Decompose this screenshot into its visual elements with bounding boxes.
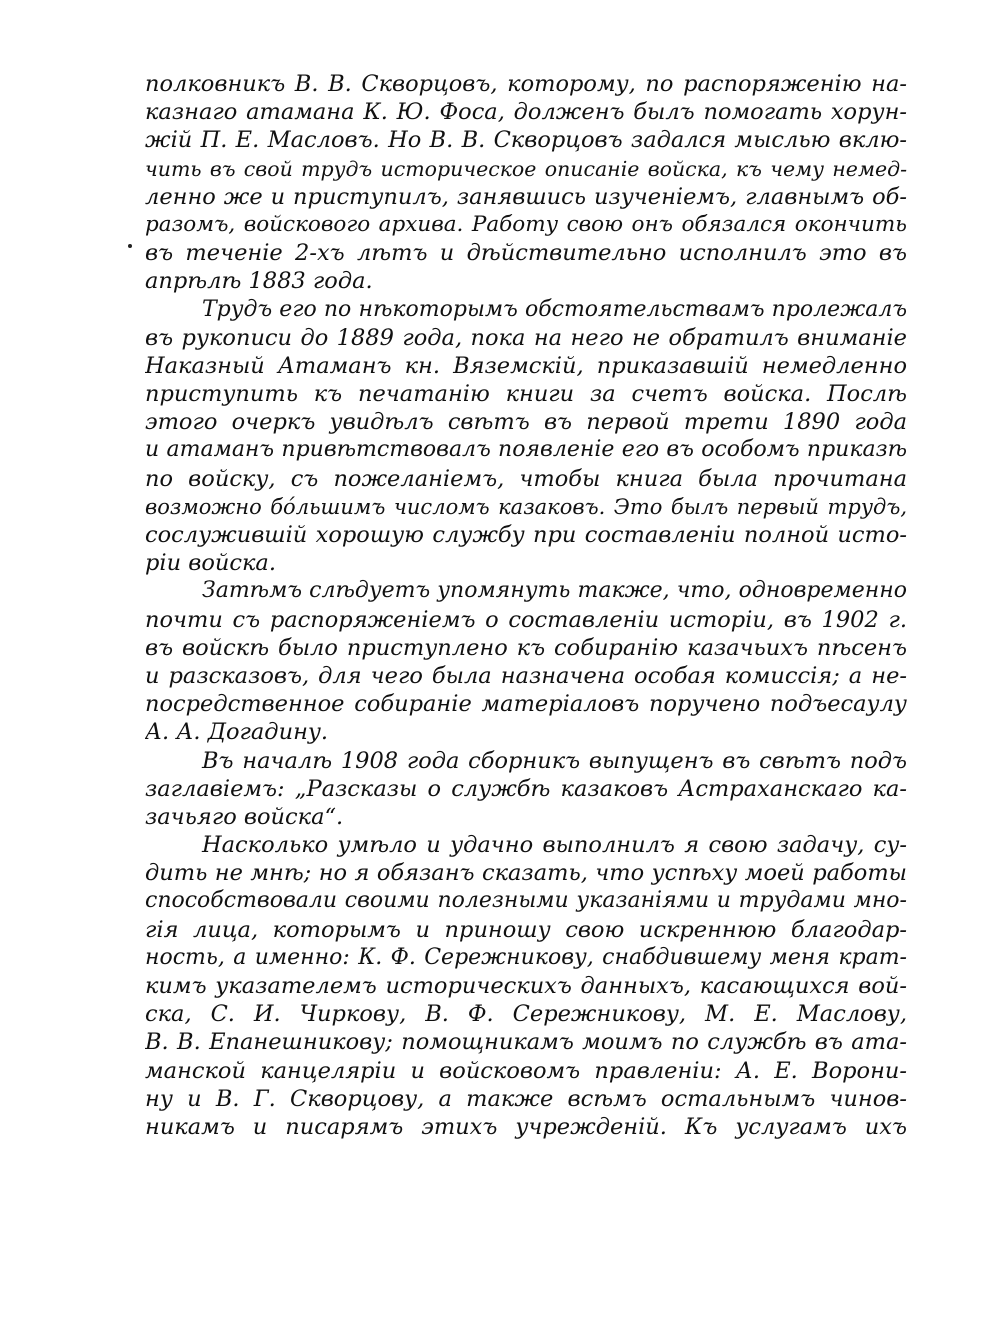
text-line: заглавіемъ: „Разсказы о службѣ казаковъ Астраханскаго ка- bbox=[145, 775, 907, 802]
text-line: ность, а именно: К. Ф. Сережникову, снабдившему меня крат- bbox=[145, 944, 907, 970]
text-line: ска, С. И. Чиркову, В. Ф. Сережникову, М. Е. Маслову, bbox=[145, 1001, 907, 1028]
text-line: никамъ и писарямъ этихъ учрежденій. Къ услугамъ ихъ bbox=[145, 1113, 907, 1140]
text-line: въ войскѣ было приступлено къ собиранію казачьихъ пѣсенъ bbox=[145, 634, 907, 661]
text-line: ріи войска. bbox=[145, 550, 276, 577]
text-line: Наказный Атаманъ кн. Вяземскій, приказавшій немедленно bbox=[145, 352, 907, 379]
text-line: этого очеркъ увидѣлъ свѣтъ въ первой трети 1890 года bbox=[145, 409, 907, 436]
text-line: способствовали своими полезными указаніями и трудами мно- bbox=[145, 888, 907, 914]
body-text bbox=[145, 70, 907, 1141]
text-line: чить въ свой трудъ историческое описаніе войска, къ чему немед- bbox=[145, 156, 907, 181]
text-line: Затѣмъ слѣдуетъ упомянуть также, что, одновременно bbox=[202, 578, 907, 604]
text-line: и разсказовъ, для чего была назначена особая комиссія; а не- bbox=[145, 662, 907, 689]
text-line: казнаго атамана К. Ю. Фоса, долженъ былъ помогать хорун- bbox=[145, 99, 907, 126]
paragraph-2 bbox=[145, 296, 907, 578]
text-line: жій П. Е. Масловъ. Но В. В. Скворцовъ задался мыслью вклю- bbox=[145, 127, 907, 154]
paragraph-4 bbox=[145, 747, 907, 832]
text-line: зачьяго войска“. bbox=[145, 803, 344, 830]
text-line: разомъ, войскового архива. Работу свою онъ обязался окончить bbox=[145, 211, 907, 237]
text-line: Трудъ его по нѣкоторымъ обстоятельствамъ пролежалъ bbox=[202, 296, 907, 322]
text-line: почти съ распоряженіемъ о составленіи исторіи, въ 1902 г. bbox=[145, 606, 907, 633]
margin-mark bbox=[128, 244, 132, 248]
text-line: В. В. Епанешникову; помощникамъ моимъ по службѣ въ ата- bbox=[145, 1029, 907, 1056]
text-line: А. А. Догадину. bbox=[145, 719, 329, 746]
text-line: сослужившій хорошую службу при составленіи полной исто- bbox=[145, 522, 907, 548]
text-line: возможно бо́льшимъ числомъ казаковъ. Это былъ первый трудъ, bbox=[145, 494, 907, 519]
text-line: въ теченіе 2-хъ лѣтъ и дѣйствительно исполнилъ это въ bbox=[145, 240, 907, 267]
text-line: Насколько умѣло и удачно выполнилъ я свою задачу, су- bbox=[202, 832, 907, 859]
text-line: приступить къ печатанію книги за счетъ войска. Послѣ bbox=[145, 381, 907, 408]
paragraph-3 bbox=[145, 577, 907, 746]
text-line: Въ началѣ 1908 года сборникъ выпущенъ въ свѣтъ подъ bbox=[202, 747, 907, 774]
text-line: посредственное собираніе матеріаловъ поручено подъесаулу bbox=[145, 691, 907, 718]
text-line: дить не мнѣ; но я обязанъ сказать, что успѣху моей работы bbox=[145, 860, 907, 887]
text-line: гія лица, которымъ и приношу свою искреннюю благодар- bbox=[145, 916, 907, 943]
text-line: по войску, съ пожеланіемъ, чтобы книга была прочитана bbox=[145, 465, 907, 492]
paragraph-1 bbox=[145, 70, 907, 296]
paragraph-5 bbox=[145, 831, 907, 1141]
text-line: кимъ указателемъ историческихъ данныхъ, касающихся вой- bbox=[145, 973, 907, 999]
text-line: и атаманъ привѣтствовалъ появленіе его въ особомъ приказѣ bbox=[145, 437, 907, 463]
text-line: ленно же и приступилъ, занявшись изученіемъ, главнымъ об- bbox=[145, 183, 907, 210]
text-line: манской канцеляріи и войсковомъ правленіи: А. Е. Ворони- bbox=[145, 1057, 907, 1084]
text-line: апрѣлѣ 1883 года. bbox=[145, 268, 373, 295]
text-line: въ рукописи до 1889 года, пока на него не обратилъ вниманіе bbox=[145, 324, 907, 351]
text-line: ну и В. Г. Скворцову, а также всѣмъ остальнымъ чинов- bbox=[145, 1085, 907, 1112]
text-line: полковникъ В. В. Скворцовъ, которому, по распоряженію на- bbox=[145, 71, 907, 97]
